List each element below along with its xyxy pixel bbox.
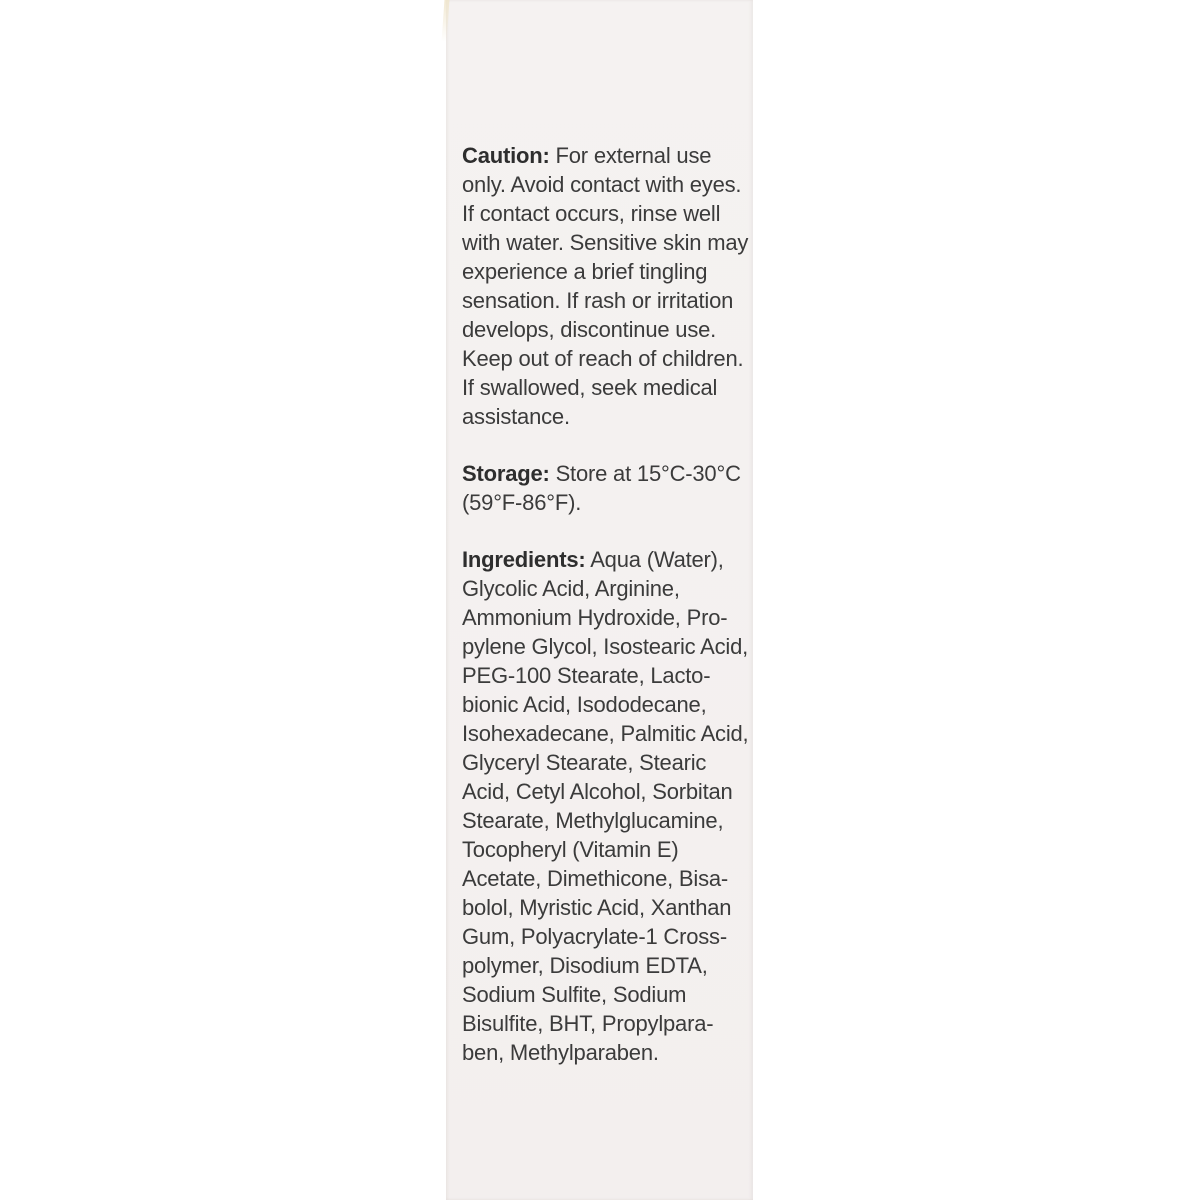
label-line	[462, 141, 754, 170]
label-line: bionic Acid, Isododecane,	[462, 692, 707, 717]
label-line: Sodium Sulfite, Sodium	[462, 982, 687, 1007]
label-line: Acid, Cetyl Alcohol, Sorbitan	[462, 779, 733, 804]
box-flap-crease	[442, 0, 450, 42]
label-line: Ammonium Hydroxide, Pro-	[462, 605, 728, 630]
product-box-side-panel	[446, 0, 753, 1200]
label-line: Isohexadecane, Palmitic Acid,	[462, 721, 749, 746]
label-text-block	[462, 141, 754, 1095]
label-line: ben, Methylparaben.	[462, 1040, 659, 1065]
label-line	[462, 545, 754, 574]
label-line: sensation. If rash or irritation	[462, 288, 734, 313]
label-line: only. Avoid contact with eyes.	[462, 172, 742, 197]
label-line: PEG-100 Stearate, Lacto-	[462, 663, 711, 688]
label-line: experience a brief tingling	[462, 259, 708, 284]
label-line: Acetate, Dimethicone, Bisa-	[462, 866, 729, 891]
label-line: Bisulfite, BHT, Propylpara-	[462, 1011, 714, 1036]
label-line: Glyceryl Stearate, Stearic	[462, 750, 707, 775]
label-line: polymer, Disodium EDTA,	[462, 953, 708, 978]
label-line: If contact occurs, rinse well	[462, 201, 721, 226]
label-line: Keep out of reach of children.	[462, 346, 744, 371]
label-line: bolol, Myristic Acid, Xanthan	[462, 895, 732, 920]
section-storage	[462, 459, 754, 517]
label-line: If swallowed, seek medical	[462, 375, 718, 400]
section-first-line-text: For external use	[555, 143, 712, 168]
label-line: Stearate, Methylglucamine,	[462, 808, 724, 833]
section-first-line-text: Store at 15°C-30°C	[555, 461, 741, 486]
section-ingredients	[462, 545, 754, 1067]
label-line: develops, discontinue use.	[462, 317, 717, 342]
label-line: with water. Sensitive skin may	[462, 230, 749, 255]
label-line: Gum, Polyacrylate-1 Cross-	[462, 924, 727, 949]
section-lead-storage: Storage:	[462, 461, 550, 486]
label-line: Glycolic Acid, Arginine,	[462, 576, 680, 601]
section-lead-ingredients: Ingredients:	[462, 547, 586, 572]
label-line: pylene Glycol, Isostearic Acid,	[462, 634, 749, 659]
label-line: (59°F-86°F).	[462, 490, 582, 515]
label-line	[462, 459, 754, 488]
label-line: assistance.	[462, 404, 570, 429]
section-first-line-text: Aqua (Water),	[590, 547, 724, 572]
section-lead-caution: Caution:	[462, 143, 550, 168]
section-caution	[462, 141, 754, 431]
label-line: Tocopheryl (Vitamin E)	[462, 837, 679, 862]
